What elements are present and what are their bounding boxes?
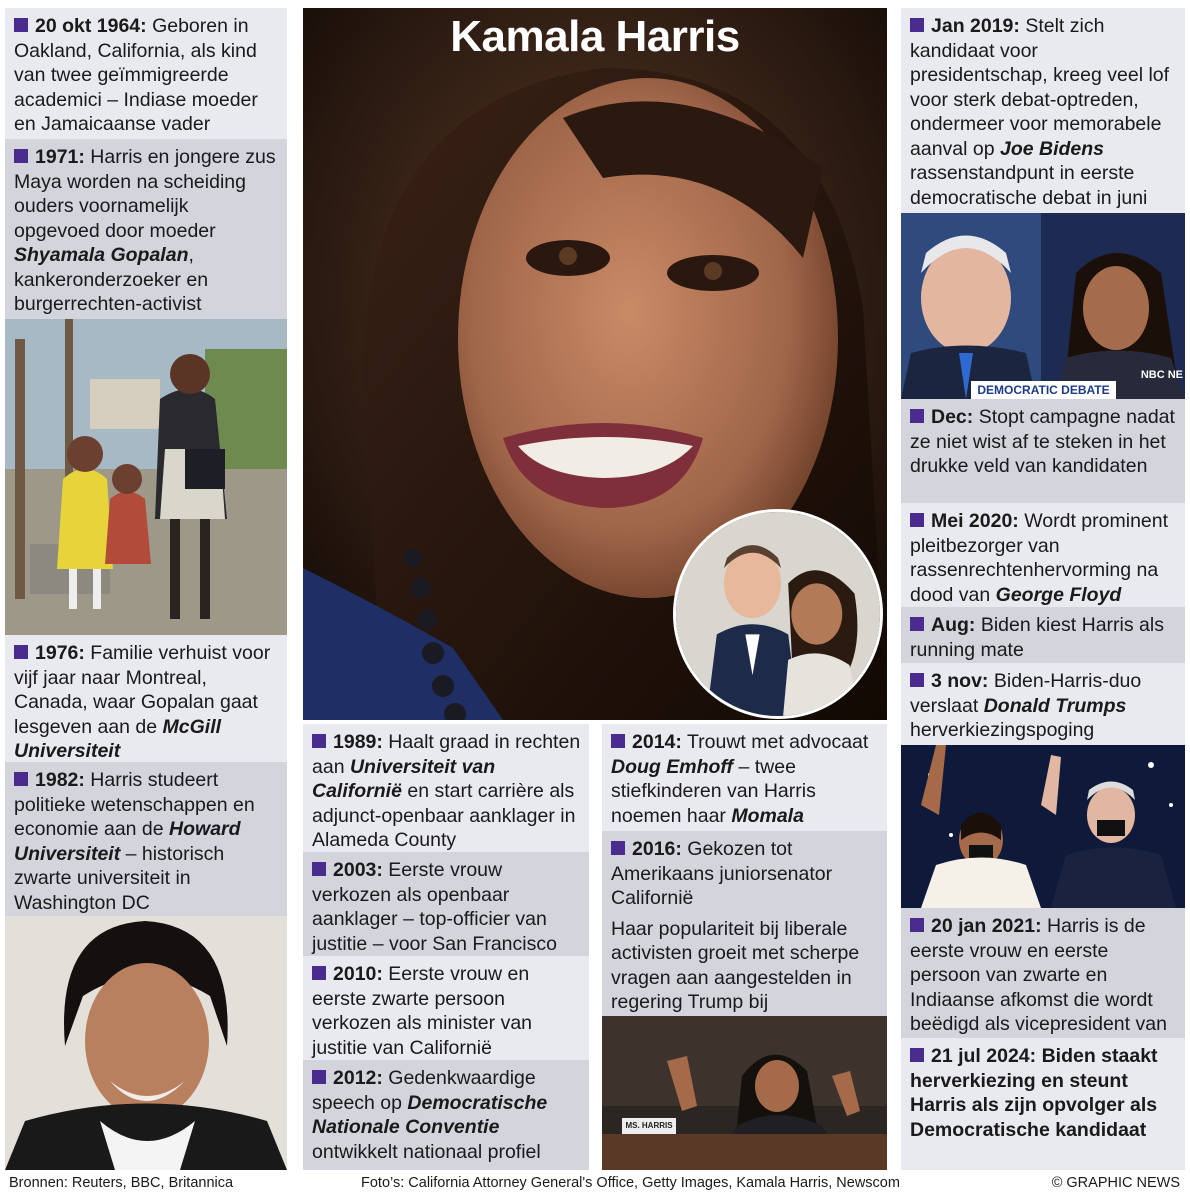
marker-square-icon — [611, 841, 625, 855]
marker-square-icon — [910, 617, 924, 631]
entry-dec: Dec: Stopt campagne nadat ze niet wist af te steken in het drukke veld van kandidaten — [901, 399, 1185, 503]
entry-1964: 20 okt 1964: Geboren in Oakland, California, als kind van twee geïmmigreerde academici – Indiase moeder en Jamaicaanse vader — [5, 8, 287, 139]
marker-square-icon — [910, 918, 924, 932]
marker-square-icon — [312, 1070, 326, 1084]
entry-2003: 2003: Eerste vrouw verkozen als openbaar aanklager – top-officier van justitie – voor San Francisco — [303, 852, 589, 956]
marker-square-icon — [910, 18, 924, 32]
entry-2016: 2016: Gekozen tot Amerikaans juniorsenator Californië Haar populariteit bij liberale activisten groeit met scherpe vragen aan aangestelden in regering Trump bij — [602, 831, 887, 1016]
page-title: Kamala Harris — [450, 12, 740, 61]
entry-2012: 2012: Gedenkwaardige speech op Democratische Nationale Conventie ontwikkelt nationaal profiel — [303, 1060, 589, 1170]
entry-2024: 21 jul 2024: Biden staakt herverkiezing en steunt Harris als zijn opvolger als Democratische kandidaat — [901, 1038, 1185, 1170]
entry-1982: 1982: Harris studeert politieke wetenschappen en economie aan de Howard Universiteit – historisch zwarte universiteit in Washington DC — [5, 762, 287, 916]
nameplate-label: MS. HARRIS — [625, 1121, 673, 1130]
marker-square-icon — [312, 862, 326, 876]
marker-square-icon — [910, 1048, 924, 1062]
entry-1976: 1976: Familie verhuist voor vijf jaar naar Montreal, Canada, waar Gopalan gaat lesgeven aan de McGill Universiteit — [5, 635, 287, 762]
network-logo-label: NBC NE — [1140, 369, 1183, 381]
entry-2016-extra: Haar populariteit bij liberale activisten groeit met scherpe vragen aan aangestelden in regering Trump bij — [611, 917, 860, 1013]
entry-nov: 3 nov: Biden-Harris-duo verslaat Donald Trumps herverkiezingspoging — [901, 663, 1185, 745]
yearbook-portrait-photo — [5, 916, 287, 1170]
entry-2019: Jan 2019: Stelt zich kandidaat voor presidentschap, kreeg veel lof voor sterk debat-optreden, ondermeer voor memorabele aanval op Joe Bidens rassenstandpunt in eerste democratische debat in juni — [901, 8, 1185, 213]
marker-square-icon — [910, 513, 924, 527]
marker-square-icon — [312, 966, 326, 980]
debate-banner-label: DEMOCRATIC DEBATE — [977, 383, 1110, 397]
entry-aug: Aug: Biden kiest Harris als running mate — [901, 607, 1185, 663]
marker-square-icon — [14, 645, 28, 659]
entry-1989: 1989: Haalt graad in rechten aan Universiteit van Californië en start carrière als adjunct-openbaar aanklager in Alameda County — [303, 724, 589, 852]
childhood-photo — [5, 319, 287, 635]
marker-square-icon — [611, 734, 625, 748]
wedding-photo — [673, 509, 883, 719]
marker-square-icon — [14, 772, 28, 786]
marker-square-icon — [14, 149, 28, 163]
entry-2014: 2014: Trouwt met advocaat Doug Emhoff – twee stiefkinderen van Harris noemen haar Momala — [602, 724, 887, 831]
entry-2010: 2010: Eerste vrouw en eerste zwarte persoon verkozen als minister van justitie van Californië — [303, 956, 589, 1060]
senate-hearing-photo — [602, 1016, 887, 1170]
entry-1971: 1971: Harris en jongere zus Maya worden na scheiding ouders voornamelijk opgevoed door moeder Shyamala Gopalan, kankeronderzoeker en burgerrechten-activist — [5, 139, 287, 319]
footer-sources: Bronnen: Reuters, BBC, Britannica — [9, 1175, 234, 1191]
marker-square-icon — [312, 734, 326, 748]
marker-square-icon — [910, 409, 924, 423]
debate-photo — [901, 213, 1185, 399]
entry-2020: Mei 2020: Wordt prominent pleitbezorger van rassenrechtenhervorming na dood van George Floyd — [901, 503, 1185, 607]
marker-square-icon — [910, 673, 924, 687]
entry-2021: 20 jan 2021: Harris is de eerste vrouw en eerste persoon van zwarte en Indiaanse afkomst die wordt beëdigd als vicepresident van — [901, 908, 1185, 1038]
victory-photo — [901, 745, 1185, 908]
marker-square-icon — [14, 18, 28, 32]
footer-copyright: © GRAPHIC NEWS — [1051, 1175, 1180, 1191]
footer-photo-credits: Foto’s: California Attorney General's Office, Getty Images, Kamala Harris, Newscom — [361, 1175, 900, 1191]
